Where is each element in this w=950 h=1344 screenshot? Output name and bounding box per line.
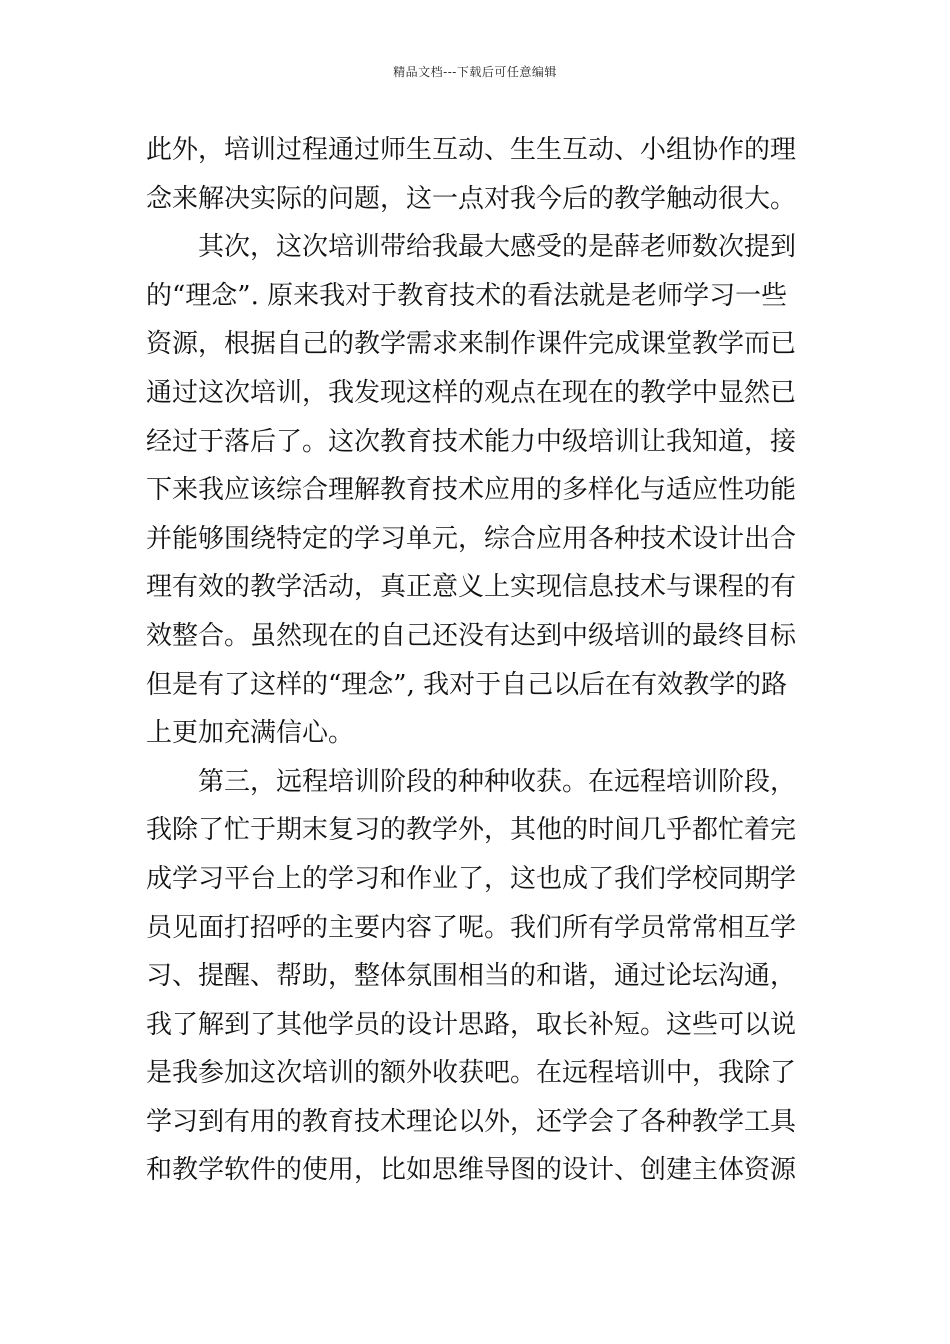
text-line: 员见面打招呼的主要内容了呢。我们所有学员常常相互学 <box>146 912 797 943</box>
page-header: 精品文档---下载后可任意编辑 <box>393 65 557 79</box>
text-line: 和教学软件的使用，比如思维导图的设计、创建主体资源 <box>146 1155 797 1186</box>
text-line: 其次，这次培训带给我最大感受的是薛老师数次提到 <box>146 232 797 263</box>
text-line: 第三，远程培训阶段的种种收获。在远程培训阶段， <box>146 766 797 797</box>
text-line: 我了解到了其他学员的设计思路，取长补短。这些可以说 <box>146 1009 797 1040</box>
text-line: 上更加充满信心。 <box>146 718 355 749</box>
text-line: 但是有了这样的“理念”, 我对于自己以后在有效教学的路 <box>146 669 788 700</box>
text-line: 习、提醒、帮助，整体氛围相当的和谐，通过论坛沟通， <box>146 961 797 992</box>
text-line: 是我参加这次培训的额外收获吧。在远程培训中，我除了 <box>146 1058 797 1089</box>
text-line: 并能够围绕特定的学习单元，综合应用各种技术设计出合 <box>146 523 797 554</box>
text-line: 成学习平台上的学习和作业了，这也成了我们学校同期学 <box>146 863 797 894</box>
text-line: 理有效的教学活动，真正意义上实现信息技术与课程的有 <box>146 572 797 603</box>
text-line: 的“理念”. 原来我对于教育技术的看法就是老师学习一些 <box>146 280 788 311</box>
text-line: 下来我应该综合理解教育技术应用的多样化与适应性功能 <box>146 475 797 506</box>
text-line: 经过于落后了。这次教育技术能力中级培训让我知道，接 <box>146 426 797 457</box>
document-body <box>146 126 808 1195</box>
text-line: 我除了忙于期末复习的教学外，其他的时间几乎都忙着完 <box>146 815 797 846</box>
text-line: 资源，根据自己的教学需求来制作课件完成课堂教学而已 <box>146 329 797 360</box>
text-line: 学习到有用的教育技术理论以外，还学会了各种教学工具 <box>146 1106 797 1137</box>
text-line: 此外，培训过程通过师生互动、生生互动、小组协作的理 <box>146 135 797 165</box>
text-line: 念来解决实际的问题，这一点对我今后的教学触动很大。 <box>146 183 797 214</box>
text-line: 通过这次培训，我发现这样的观点在现在的教学中显然已 <box>146 377 797 408</box>
text-line: 效整合。虽然现在的自己还没有达到中级培训的最终目标 <box>146 620 797 651</box>
